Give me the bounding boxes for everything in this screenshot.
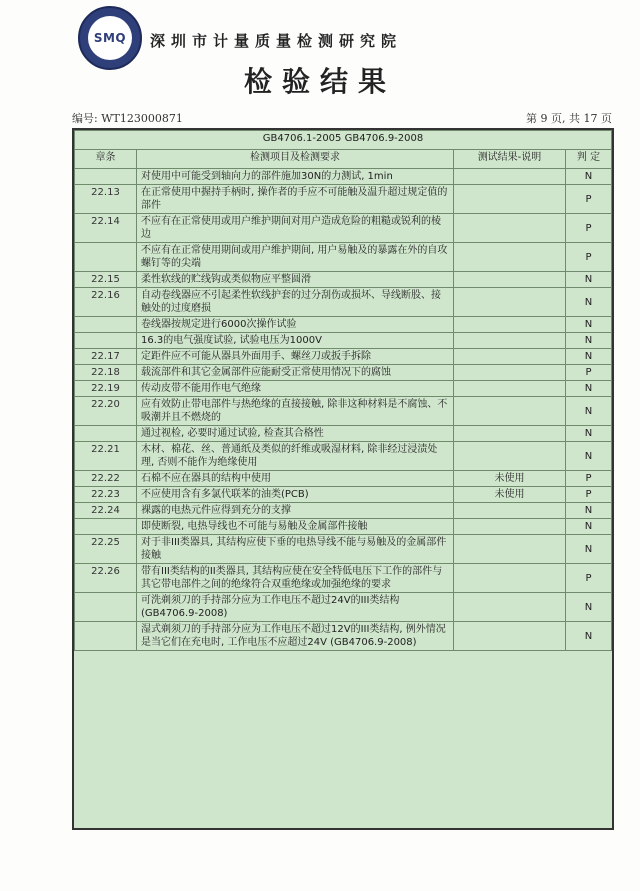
row-verdict: P [566,214,612,243]
row-clause [75,169,137,185]
row-clause: 22.26 [75,564,137,593]
row-result [454,317,566,333]
row-verdict: N [566,288,612,317]
row-item: 柔性软线的贮线钩或类似物应平整圆滑 [137,272,454,288]
row-item: 裸露的电热元件应得到充分的支撑 [137,503,454,519]
row-verdict: N [566,169,612,185]
row-clause: 22.17 [75,349,137,365]
results-table-container [72,128,614,830]
table-header-row [75,150,612,169]
row-result [454,519,566,535]
row-clause: 22.14 [75,214,137,243]
row-item: 定距件应不可能从器具外面用手、螺丝刀或扳手拆除 [137,349,454,365]
row-item: 对于非III类器具, 其结构应使下垂的电热导线不能与易触及的金属部件接触 [137,535,454,564]
row-item: 可洗剃须刀的手持部分应为工作电压不超过24V的III类结构 (GB4706.9-2008) [137,593,454,622]
table-row [75,593,612,622]
table-row [75,243,612,272]
standard-row [75,131,612,150]
row-verdict: P [566,471,612,487]
row-result [454,288,566,317]
row-verdict: N [566,442,612,471]
table-row [75,169,612,185]
table-row [75,564,612,593]
row-result [454,349,566,365]
row-item: 即使断裂, 电热导线也不可能与易触及金属部件接触 [137,519,454,535]
table-row [75,442,612,471]
row-item: 16.3的电气强度试验, 试验电压为1000V [137,333,454,349]
row-result [454,243,566,272]
row-result [454,564,566,593]
table-row [75,503,612,519]
table-row [75,272,612,288]
table-row [75,185,612,214]
row-verdict: P [566,564,612,593]
table-row [75,317,612,333]
table-row [75,519,612,535]
table-row [75,349,612,365]
table-row [75,333,612,349]
row-clause: 22.15 [75,272,137,288]
row-item: 应有效防止带电部件与热绝缘的直接接触, 除非这种材料是不腐蚀、不吸潮并且不燃烧的 [137,397,454,426]
table-row [75,214,612,243]
row-verdict: N [566,593,612,622]
row-item: 石棉不应在器具的结构中使用 [137,471,454,487]
row-verdict: N [566,272,612,288]
row-clause: 22.16 [75,288,137,317]
row-verdict: N [566,333,612,349]
row-clause [75,426,137,442]
row-item: 湿式剃须刀的手持部分应为工作电压不超过12V的III类结构, 例外情况是当它们在充电时, 工作电压不应超过24V (GB4706.9-2008) [137,622,454,651]
row-item: 传动皮带不能用作电气绝缘 [137,381,454,397]
header-item: 检测项目及检测要求 [137,150,454,169]
row-result [454,535,566,564]
row-verdict: N [566,349,612,365]
row-verdict: P [566,243,612,272]
table-row [75,487,612,503]
row-clause [75,317,137,333]
row-result [454,214,566,243]
standard-reference: GB4706.1-2005 GB4706.9-2008 [75,131,612,150]
row-item: 载流部件和其它金属部件应能耐受正常使用情况下的腐蚀 [137,365,454,381]
row-verdict: N [566,426,612,442]
row-clause [75,593,137,622]
report-header [0,0,640,110]
row-result [454,185,566,214]
row-result [454,593,566,622]
row-result: 未使用 [454,487,566,503]
report-number: 编号: WT123000871 [72,112,183,125]
row-result [454,272,566,288]
row-clause: 22.22 [75,471,137,487]
row-verdict: N [566,381,612,397]
table-row [75,288,612,317]
row-item: 不应使用含有多氯代联苯的油类(PCB) [137,487,454,503]
row-item: 木材、棉花、丝、普通纸及类似的纤维或吸湿材料, 除非经过浸渍处理, 否则不能作为绝缘使用 [137,442,454,471]
table-row [75,535,612,564]
row-item: 在正常使用中握持手柄时, 操作者的手应不可能触及温升超过规定值的部件 [137,185,454,214]
row-result [454,622,566,651]
row-item: 带有III类结构的II类器具, 其结构应使在安全特低电压下工作的部件与其它带电部件之间的绝缘符合双重绝缘或加强绝缘的要求 [137,564,454,593]
row-verdict: N [566,397,612,426]
row-result [454,426,566,442]
row-clause: 22.18 [75,365,137,381]
logo-text: SMQ [88,16,132,60]
row-clause: 22.21 [75,442,137,471]
table-row [75,381,612,397]
row-verdict: N [566,519,612,535]
row-clause: 22.20 [75,397,137,426]
row-result [454,381,566,397]
row-clause [75,622,137,651]
row-item: 卷线器按规定进行6000次操作试验 [137,317,454,333]
row-clause [75,243,137,272]
row-item: 自动卷线器应不引起柔性软线护套的过分刮伤或损坏、导线断股、接触处的过度磨损 [137,288,454,317]
row-item: 对使用中可能受到轴向力的部件施加30N的力测试, 1min [137,169,454,185]
page-title: 检验结果 [243,65,396,98]
row-item: 不应有在正常使用或用户维护期间对用户造成危险的粗糙或锐利的棱边 [137,214,454,243]
table-row [75,622,612,651]
header-result: 测试结果-说明 [454,150,566,169]
page-info: 第 9 页, 共 17 页 [526,112,612,125]
row-clause: 22.25 [75,535,137,564]
row-result [454,169,566,185]
row-clause: 22.24 [75,503,137,519]
header-verdict: 判 定 [566,150,612,169]
organization-name: 深圳市计量质量检测研究院 [150,32,403,50]
row-verdict: N [566,503,612,519]
table-row [75,471,612,487]
row-result [454,397,566,426]
row-result [454,503,566,519]
row-result [454,333,566,349]
row-result [454,365,566,381]
table-row [75,365,612,381]
table-row [75,426,612,442]
row-clause [75,519,137,535]
row-result [454,442,566,471]
row-clause: 22.19 [75,381,137,397]
row-verdict: P [566,365,612,381]
row-clause: 22.13 [75,185,137,214]
row-item: 不应有在正常使用期间或用户维护期间, 用户易触及的暴露在外的自攻螺钉等的尖端 [137,243,454,272]
row-verdict: P [566,487,612,503]
row-verdict: N [566,317,612,333]
row-clause [75,333,137,349]
row-verdict: N [566,535,612,564]
row-verdict: P [566,185,612,214]
header-clause: 章条 [75,150,137,169]
table-row [75,397,612,426]
row-item: 通过视检, 必要时通过试验, 检查其合格性 [137,426,454,442]
row-verdict: N [566,622,612,651]
row-clause: 22.23 [75,487,137,503]
row-result: 未使用 [454,471,566,487]
results-table [74,130,612,651]
